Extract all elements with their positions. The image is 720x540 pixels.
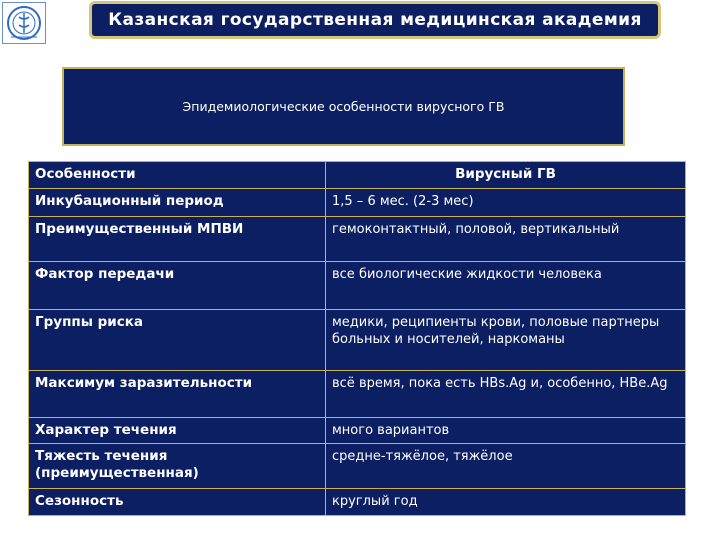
feature-cell: Тяжесть течения (преимущественная) (29, 444, 326, 489)
feature-cell: Характер течения (29, 418, 326, 444)
column-header-features: Особенности (29, 162, 326, 189)
feature-cell: Максимум заразительности (29, 371, 326, 418)
value-cell: средне-тяжёлое, тяжёлое (326, 444, 686, 489)
table-row (29, 444, 686, 489)
feature-cell: Группы риска (29, 310, 326, 371)
feature-cell: Фактор передачи (29, 262, 326, 310)
value-cell: 1,5 – 6 мес. (2-3 мес) (326, 189, 686, 217)
slide-subtitle: Эпидемиологические особенности вирусного ГВ (182, 99, 505, 114)
value-cell: медики, реципиенты крови, половые партнеры больных и носителей, наркоманы (326, 310, 686, 371)
table-row (29, 489, 686, 516)
value-cell: много вариантов (326, 418, 686, 444)
features-table (28, 161, 686, 516)
table-row (29, 310, 686, 371)
feature-cell: Сезонность (29, 489, 326, 516)
table-row (29, 217, 686, 262)
value-cell: всё время, пока есть HBs.Ag и, особенно, HBe.Ag (326, 371, 686, 418)
table-header-row (29, 162, 686, 189)
value-cell: все биологические жидкости человека (326, 262, 686, 310)
page-title: Казанская государственная медицинская академия (108, 10, 642, 30)
table-row (29, 371, 686, 418)
value-cell: круглый год (326, 489, 686, 516)
academy-emblem-icon (2, 2, 46, 44)
table-row (29, 262, 686, 310)
feature-cell: Преимущественный МПВИ (29, 217, 326, 262)
feature-cell: Инкубационный период (29, 189, 326, 217)
subtitle-box (62, 67, 625, 146)
value-cell: гемоконтактный, половой, вертикальный (326, 217, 686, 262)
table-row (29, 189, 686, 217)
column-header-viral-hepatitis: Вирусный ГВ (326, 162, 686, 189)
header-banner (89, 1, 661, 39)
table-row (29, 418, 686, 444)
